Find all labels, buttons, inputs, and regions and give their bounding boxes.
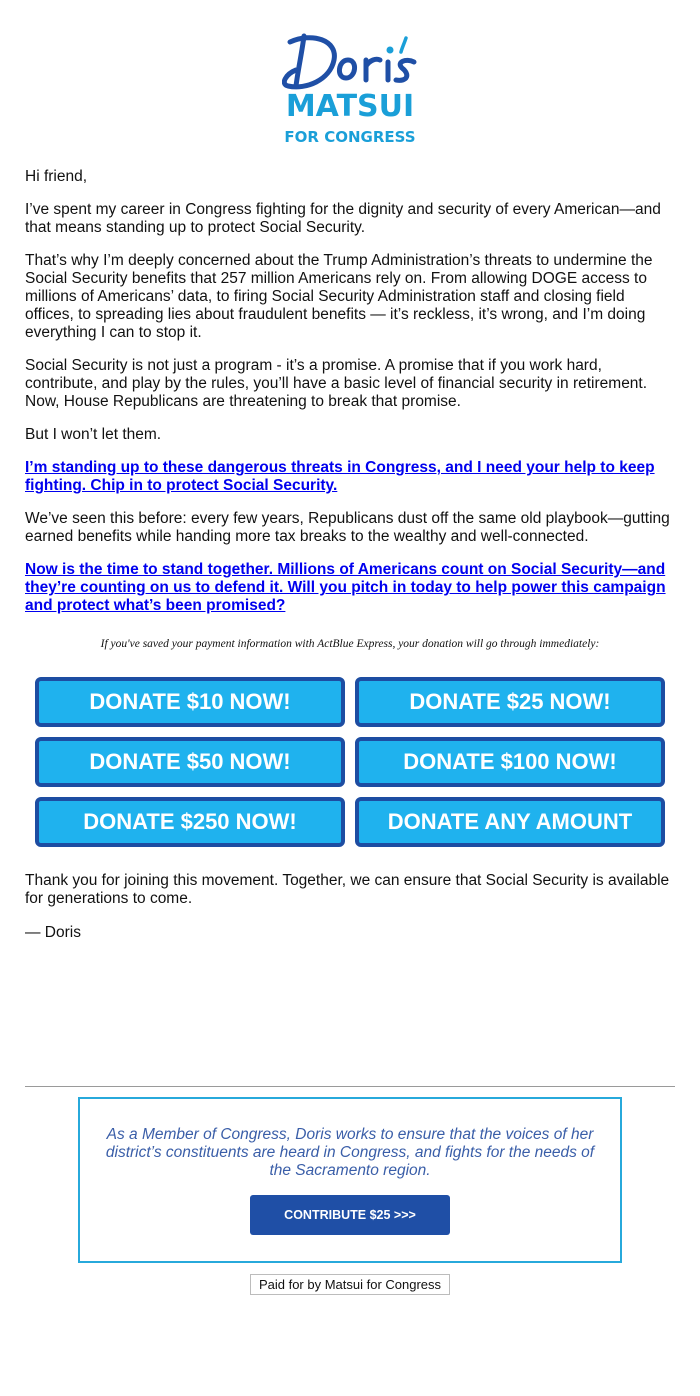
- donate-250-button[interactable]: DONATE $250 NOW!: [35, 797, 345, 847]
- contribute-25-button[interactable]: CONTRIBUTE $25 >>>: [250, 1195, 450, 1235]
- campaign-logo: [0, 24, 700, 148]
- doris-script-logo: [282, 30, 420, 94]
- paragraph-wont-let: But I won’t let them.: [25, 426, 162, 443]
- thank-you-paragraph: Thank you for joining this movement. Together, we can ensure that Social Security is available for generations to come.: [25, 872, 670, 907]
- chip-in-link[interactable]: I’m standing up to these dangerous threats in Congress, and I need your help to keep fighting. Chip in to protect Social Security.: [25, 459, 655, 494]
- footer-divider: [25, 1086, 675, 1087]
- donate-10-button[interactable]: DONATE $10 NOW!: [35, 677, 345, 727]
- paragraph-promise: Social Security is not just a program - it’s a promise. A promise that if you work hard, contribute, and play by the rules, you’ll have a basic level of financial security in retirement. Now, House Republicans are threatening to break that promise.: [25, 357, 648, 410]
- paid-for-disclaimer: Paid for by Matsui for Congress: [250, 1274, 450, 1295]
- logo-tagline: FOR CONGRESS: [284, 128, 416, 146]
- footer-box: [78, 1097, 622, 1263]
- cta-paragraph-1: [25, 459, 677, 495]
- closing-section: [25, 872, 677, 958]
- paragraph-career: I’ve spent my career in Congress fighting for the dignity and security of every American—and that means standing up to protect Social Security.: [25, 201, 661, 236]
- donate-25-button[interactable]: DONATE $25 NOW!: [355, 677, 665, 727]
- cta-paragraph-2: [25, 561, 677, 615]
- donate-100-button[interactable]: DONATE $100 NOW!: [355, 737, 665, 787]
- footer-blurb: As a Member of Congress, Doris works to ensure that the voices of her district’s constituents are heard in Congress, and fights for the needs of the Sacramento region.: [105, 1126, 595, 1179]
- pitch-in-link[interactable]: Now is the time to stand together. Millions of Americans count on Social Security—and they’re counting on us to defend it. Will you pitch in today to help power this campaign and protect what’s been promised?: [25, 561, 666, 614]
- paragraph-playbook: We’ve seen this before: every few years, Republicans dust off the same old playbook—gutting earned benefits while handing more tax breaks to the wealthy and well-connected.: [25, 510, 670, 545]
- email-body: [25, 168, 677, 630]
- greeting: Hi friend,: [25, 168, 88, 185]
- paragraph-concern: That’s why I’m deeply concerned about the Trump Administration’s threats to undermine the Social Security benefits that 257 million Americans rely on. From allowing DOGE access to millions of Americans’ data, to firing Social Security Administration staff and closing field offices, to spreading lies about fraudulent benefits — it’s reckless, it’s wrong, and I’m doing everything I can to stop it.: [25, 252, 653, 341]
- signoff: — Doris: [25, 924, 81, 941]
- logo-name: MATSUI: [285, 89, 415, 124]
- donate-50-button[interactable]: DONATE $50 NOW!: [35, 737, 345, 787]
- actblue-express-note: If you've saved your payment information with ActBlue Express, your donation will go through immediately:: [100, 638, 600, 650]
- donate-any-amount-button[interactable]: DONATE ANY AMOUNT: [355, 797, 665, 847]
